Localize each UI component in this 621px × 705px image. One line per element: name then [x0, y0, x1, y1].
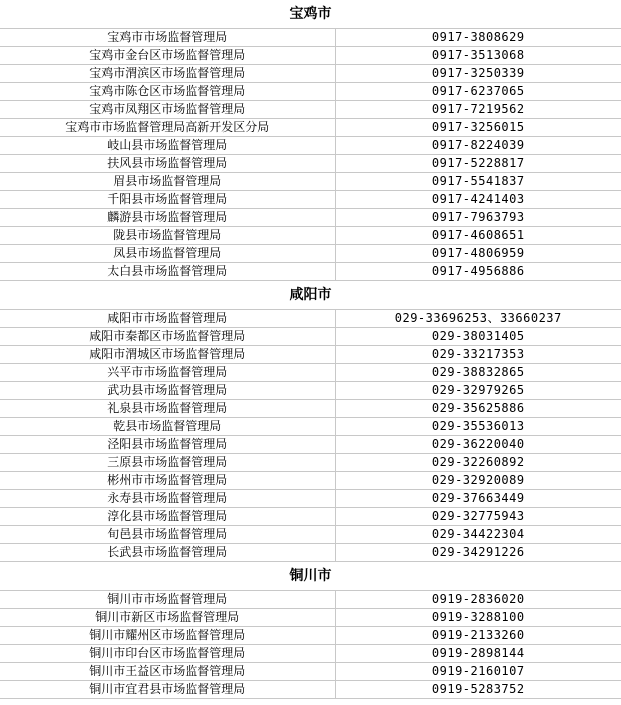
section-title-baoji: 宝鸡市: [289, 6, 332, 22]
agency-name: 麟游县市场监督管理局: [0, 209, 335, 227]
phone-number: 029-35536013: [335, 418, 621, 436]
table-row: [0, 382, 621, 400]
phone-number: 029-32260892: [335, 454, 621, 472]
phone-number: 0917-5541837: [335, 173, 621, 191]
table-row: [0, 544, 621, 562]
table-row: [0, 29, 621, 47]
phone-number: 0919-2133260: [335, 627, 621, 645]
agency-name: 永寿县市场监督管理局: [0, 490, 335, 508]
table-row: [0, 609, 621, 627]
agency-name: 礼泉县市场监督管理局: [0, 400, 335, 418]
table-row: [0, 454, 621, 472]
phone-number: 0917-6237065: [335, 83, 621, 101]
agency-name: 宝鸡市金台区市场监督管理局: [0, 47, 335, 65]
agency-name: 宝鸡市市场监督管理局: [0, 29, 335, 47]
agency-name: 咸阳市市场监督管理局: [0, 310, 335, 328]
table-row: [0, 137, 621, 155]
agency-name: 陇县市场监督管理局: [0, 227, 335, 245]
phone-number: 029-38031405: [335, 328, 621, 346]
xianyang-table: [0, 309, 621, 562]
agency-name: 淳化县市场监督管理局: [0, 508, 335, 526]
agency-name: 长武县市场监督管理局: [0, 544, 335, 562]
agency-name: 铜川市宜君县市场监督管理局: [0, 681, 335, 699]
phone-number: 0917-8224039: [335, 137, 621, 155]
phone-number: 029-38832865: [335, 364, 621, 382]
table-row: [0, 119, 621, 137]
phone-number: 029-34291226: [335, 544, 621, 562]
tongchuan-table: [0, 590, 621, 699]
table-row: [0, 663, 621, 681]
table-row: [0, 400, 621, 418]
agency-name: 铜川市耀州区市场监督管理局: [0, 627, 335, 645]
agency-name: 彬州市市场监督管理局: [0, 472, 335, 490]
agency-name: 扶风县市场监督管理局: [0, 155, 335, 173]
table-row: [0, 173, 621, 191]
table-row: [0, 472, 621, 490]
agency-name: 岐山县市场监督管理局: [0, 137, 335, 155]
phone-number: 0919-2160107: [335, 663, 621, 681]
agency-name: 泾阳县市场监督管理局: [0, 436, 335, 454]
phone-number: 0917-4608651: [335, 227, 621, 245]
phone-number: 029-32920089: [335, 472, 621, 490]
agency-name: 兴平市市场监督管理局: [0, 364, 335, 382]
table-row: [0, 101, 621, 119]
phone-number: 0917-3250339: [335, 65, 621, 83]
table-row: [0, 490, 621, 508]
phone-number: 0917-3256015: [335, 119, 621, 137]
phone-number: 0917-7963793: [335, 209, 621, 227]
table-row: [0, 436, 621, 454]
table-row: [0, 227, 621, 245]
agency-name: 三原县市场监督管理局: [0, 454, 335, 472]
table-row: [0, 364, 621, 382]
phone-number: 0917-3808629: [335, 29, 621, 47]
table-row: [0, 263, 621, 281]
phone-number: 029-32775943: [335, 508, 621, 526]
phone-number: 0919-2836020: [335, 591, 621, 609]
phone-number: 0919-5283752: [335, 681, 621, 699]
table-row: [0, 346, 621, 364]
table-row: [0, 155, 621, 173]
agency-name: 凤县市场监督管理局: [0, 245, 335, 263]
table-row: [0, 591, 621, 609]
agency-name: 宝鸡市凤翔区市场监督管理局: [0, 101, 335, 119]
phone-number: 0917-5228817: [335, 155, 621, 173]
phone-number: 029-35625886: [335, 400, 621, 418]
phone-number: 0919-3288100: [335, 609, 621, 627]
phone-number: 0917-4956886: [335, 263, 621, 281]
agency-name: 太白县市场监督管理局: [0, 263, 335, 281]
agency-name: 宝鸡市陈仓区市场监督管理局: [0, 83, 335, 101]
phone-number: 029-37663449: [335, 490, 621, 508]
table-row: [0, 310, 621, 328]
table-row: [0, 526, 621, 544]
agency-name: 乾县市场监督管理局: [0, 418, 335, 436]
phone-number: 0919-2898144: [335, 645, 621, 663]
agency-name: 宝鸡市市场监督管理局高新开发区分局: [0, 119, 335, 137]
table-row: [0, 681, 621, 699]
section-title-xianyang: 咸阳市: [289, 287, 332, 303]
table-row: [0, 47, 621, 65]
table-row: [0, 65, 621, 83]
phone-number: 029-32979265: [335, 382, 621, 400]
agency-name: 铜川市王益区市场监督管理局: [0, 663, 335, 681]
agency-name: 咸阳市渭城区市场监督管理局: [0, 346, 335, 364]
table-row: [0, 418, 621, 436]
phone-number: 029-34422304: [335, 526, 621, 544]
phone-number: 0917-4806959: [335, 245, 621, 263]
phone-number: 0917-3513068: [335, 47, 621, 65]
phone-number: 029-36220040: [335, 436, 621, 454]
agency-name: 宝鸡市渭滨区市场监督管理局: [0, 65, 335, 83]
agency-name: 铜川市市场监督管理局: [0, 591, 335, 609]
agency-name: 武功县市场监督管理局: [0, 382, 335, 400]
agency-name: 铜川市新区市场监督管理局: [0, 609, 335, 627]
table-row: [0, 83, 621, 101]
agency-name: 千阳县市场监督管理局: [0, 191, 335, 209]
phone-number: 0917-4241403: [335, 191, 621, 209]
agency-name: 旬邑县市场监督管理局: [0, 526, 335, 544]
agency-name: 咸阳市秦都区市场监督管理局: [0, 328, 335, 346]
table-row: [0, 245, 621, 263]
phone-number: 0917-7219562: [335, 101, 621, 119]
table-row: [0, 328, 621, 346]
agency-name: 铜川市印台区市场监督管理局: [0, 645, 335, 663]
baoji-table: [0, 28, 621, 281]
table-row: [0, 191, 621, 209]
agency-name: 眉县市场监督管理局: [0, 173, 335, 191]
section-title-tongchuan: 铜川市: [289, 568, 332, 584]
phone-number: 029-33217353: [335, 346, 621, 364]
phone-number: 029-33696253、33660237: [335, 310, 621, 328]
table-row: [0, 627, 621, 645]
table-row: [0, 508, 621, 526]
table-row: [0, 645, 621, 663]
table-row: [0, 209, 621, 227]
